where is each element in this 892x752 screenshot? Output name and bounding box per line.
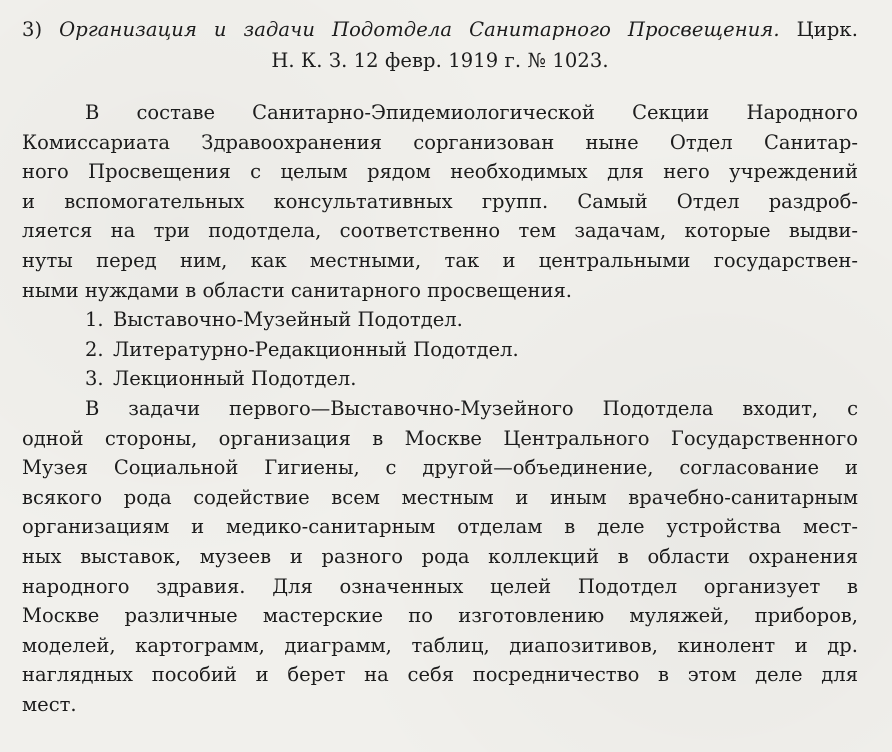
list-text: Выставочно-Музейный Подотдел. bbox=[113, 308, 463, 332]
heading-line-2: Н. К. З. 12 февр. 1919 г. № 1023. bbox=[271, 49, 609, 72]
paragraph-2 bbox=[22, 394, 858, 720]
list-item bbox=[22, 364, 858, 394]
document-body bbox=[22, 98, 858, 719]
text-line: Комиссариата Здравоохранения сорганизован ныне Отдел Санитар- bbox=[22, 130, 858, 154]
text-line: всякого рода содействие всем местным и иным врачебно-санитарным bbox=[22, 485, 858, 509]
text-line: ными нуждами в области санитарного просвещения. bbox=[22, 278, 573, 302]
text-line: ных выставок, музеев и разного рода коллекций в области охранения bbox=[22, 544, 858, 568]
paragraph-1 bbox=[22, 98, 858, 305]
list-item bbox=[22, 335, 858, 365]
text-line: мест. bbox=[22, 692, 77, 716]
text-line: и вспомогательных консультативных групп. Самый Отдел раздроб- bbox=[22, 189, 858, 213]
text-line: ляется на три подотдела, соответственно тем задачам, которые выдви- bbox=[22, 219, 858, 243]
text-line: народного здравия. Для означенных целей Подотдел организует в bbox=[22, 574, 858, 598]
heading-line-1 bbox=[22, 14, 858, 45]
text-line: моделей, картограмм, диаграмм, таблиц, диапозитивов, кинолент и др. bbox=[22, 633, 858, 657]
list-text: Лекционный Подотдел. bbox=[113, 367, 357, 391]
list-number: 1. bbox=[85, 308, 104, 332]
section-heading bbox=[22, 14, 858, 76]
text-line: В задачи первого—Выставочно-Музейного Подотдела входит, с bbox=[85, 396, 858, 420]
text-line: нуты перед ним, как местными, так и центральными государствен- bbox=[22, 248, 858, 272]
subdivision-list bbox=[22, 305, 858, 394]
source-prefix: Цирк. bbox=[796, 18, 858, 41]
text-line: Москве различные мастерские по изготовлению муляжей, приборов, bbox=[22, 604, 858, 628]
text-line: наглядных пособий и берет на себя посредничество в этом деле для bbox=[22, 663, 858, 687]
section-title: Организация и задачи Подотдела Санитарного Просвещения. bbox=[59, 18, 780, 41]
list-text: Литературно-Редакционный Подотдел. bbox=[113, 337, 519, 361]
section-number: 3) bbox=[22, 18, 43, 41]
text-line: Музея Социальной Гигиены, с другой—объединение, согласование и bbox=[22, 456, 858, 480]
list-number: 3. bbox=[85, 367, 104, 391]
text-line: В составе Санитарно-Эпидемиологической Секции Народного bbox=[85, 101, 858, 124]
text-line: организациям и медико-санитарным отделам в деле устройства мест- bbox=[22, 515, 858, 539]
text-line: одной стороны, организация в Москве Центрального Государственного bbox=[22, 426, 858, 450]
list-item bbox=[22, 305, 858, 335]
text-line: ного Просвещения с целым рядом необходимых для него учреждений bbox=[22, 160, 858, 184]
list-number: 2. bbox=[85, 337, 104, 361]
